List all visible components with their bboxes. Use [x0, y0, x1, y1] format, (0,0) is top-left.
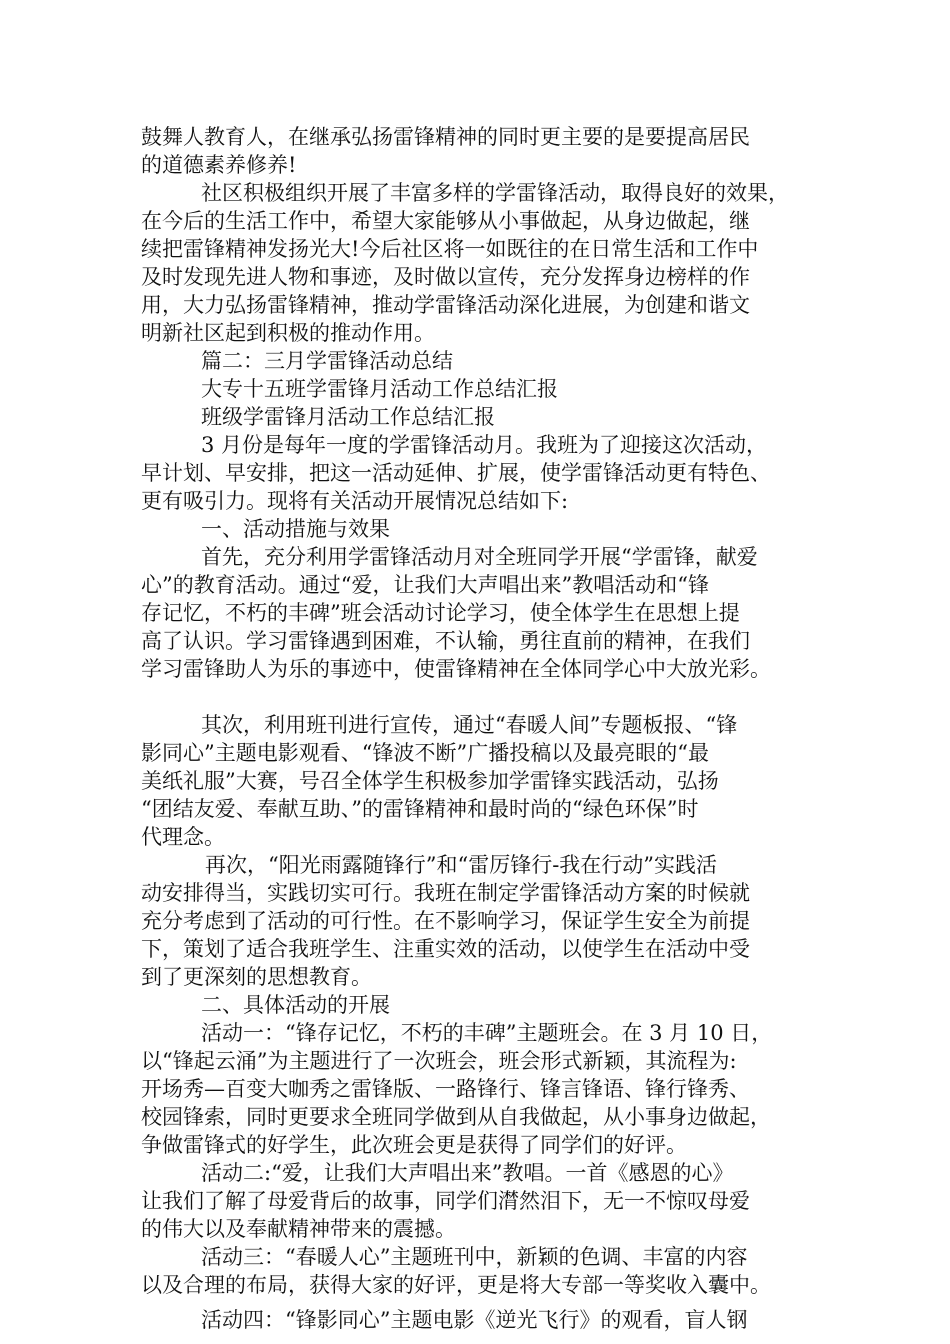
text-line: 校园锋索，同时更要求全班同学做到从自我做起，从小事身边做起， — [141, 1105, 771, 1129]
text-line: 再次，“阳光雨露随锋行”和“雷厉锋行-我在行动”实践活 — [205, 853, 718, 877]
text-line: 以及合理的布局，获得大家的好评，更是将大专部一等奖收入囊中。 — [141, 1273, 771, 1297]
text-line: 动安排得当，实践切实可行。我班在制定学雷锋活动方案的时候就 — [141, 881, 750, 905]
text-line: 在今后的生活工作中，希望大家能够从小事做起，从身边做起，继 — [141, 209, 750, 233]
text-line: “团结友爱、奉献互助、”的雷锋精神和最时尚的“绿色环保”时 — [141, 797, 699, 821]
section-heading: 篇二：三月学雷锋活动总结 — [201, 349, 453, 373]
text-line: 争做雷锋式的好学生，此次班会更是获得了同学们的好评。 — [141, 1133, 687, 1157]
text-line: 及时发现先进人物和事迹，及时做以宣传，充分发挥身边榜样的作 — [141, 265, 750, 289]
text-line: 活动二:“爱，让我们大声唱出来”教唱。一首《感恩的心》 — [201, 1161, 734, 1185]
text-line: 更有吸引力。现将有关活动开展情况总结如下: — [141, 489, 569, 513]
text-line: 存记忆，不朽的丰碑”班会活动讨论学习，使全体学生在思想上提 — [141, 601, 740, 625]
text-line: 心”的教育活动。通过“爱，让我们大声唱出来”教唱活动和“锋 — [141, 573, 709, 597]
text-line: 用，大力弘扬雷锋精神，推动学雷锋活动深化进展，为创建和谐文 — [141, 293, 750, 317]
text-line: 首先，充分利用学雷锋活动月对全班同学开展“学雷锋，献爱 — [201, 545, 758, 569]
text-line: 下，策划了适合我班学生、注重实效的活动，以使学生在活动中受 — [141, 937, 750, 961]
text-line: 活动四：“锋影同心”主题电影《逆光飞行》的观看，盲人钢 — [201, 1308, 748, 1332]
report-subtitle: 班级学雷锋月活动工作总结汇报 — [201, 405, 495, 429]
text-line: 活动一：“锋存记忆，不朽的丰碑”主题班会。在 3 月 10 日， — [201, 1021, 773, 1045]
text-line: 鼓舞人教育人，在继承弘扬雷锋精神的同时更主要的是要提高居民 — [141, 125, 750, 149]
text-line: 活动三：“春暖人心”主题班刊中，新颖的色调、丰富的内容 — [201, 1245, 748, 1269]
section-heading: 一、活动措施与效果 — [201, 517, 390, 541]
text-line: 美纸礼服”大赛，号召全体学生积极参加学雷锋实践活动，弘扬 — [141, 769, 719, 793]
text-line: 到了更深刻的思想教育。 — [141, 965, 372, 989]
text-line: 明新社区起到积极的推动作用。 — [141, 321, 435, 345]
text-line: 的道德素养修养! — [141, 153, 297, 177]
text-line: 影同心”主题电影观看、“锋波不断”广播投稿以及最亮眼的“最 — [141, 741, 709, 765]
text-line: 开场秀—百变大咖秀之雷锋版、一路锋行、锋言锋语、锋行锋秀、 — [141, 1077, 750, 1101]
text-line: 其次，利用班刊进行宣传，通过“春暖人间”专题板报、“锋 — [201, 713, 738, 737]
text-line: 社区积极组织开展了丰富多样的学雷锋活动，取得良好的效果， — [201, 181, 789, 205]
text-line: 让我们了解了母爱背后的故事，同学们潸然泪下，无一不惊叹母爱 — [141, 1189, 750, 1213]
text-line: 3 月份是每年一度的学雷锋活动月。我班为了迎接这次活动， — [201, 433, 768, 457]
text-line: 充分考虑到了活动的可行性。在不影响学习，保证学生安全为前提 — [141, 909, 750, 933]
text-line: 代理念。 — [141, 825, 225, 849]
text-line: 续把雷锋精神发扬光大!今后社区将一如既往的在日常生活和工作中 — [141, 237, 759, 261]
text-line: 学习雷锋助人为乐的事迹中，使雷锋精神在全体同学心中大放光彩。 — [141, 657, 771, 681]
text-line: 以“锋起云涌”为主题进行了一次班会，班会形式新颖，其流程为: — [141, 1049, 737, 1073]
report-title: 大专十五班学雷锋月活动工作总结汇报 — [201, 377, 558, 401]
text-line: 早计划、早安排，把这一活动延伸、扩展，使学雷锋活动更有特色、 — [141, 461, 771, 485]
text-line: 的伟大以及奉献精神带来的震撼。 — [141, 1217, 456, 1241]
text-line: 高了认识。学习雷锋遇到困难，不认输，勇往直前的精神，在我们 — [141, 629, 750, 653]
section-heading: 二、具体活动的开展 — [201, 993, 390, 1017]
